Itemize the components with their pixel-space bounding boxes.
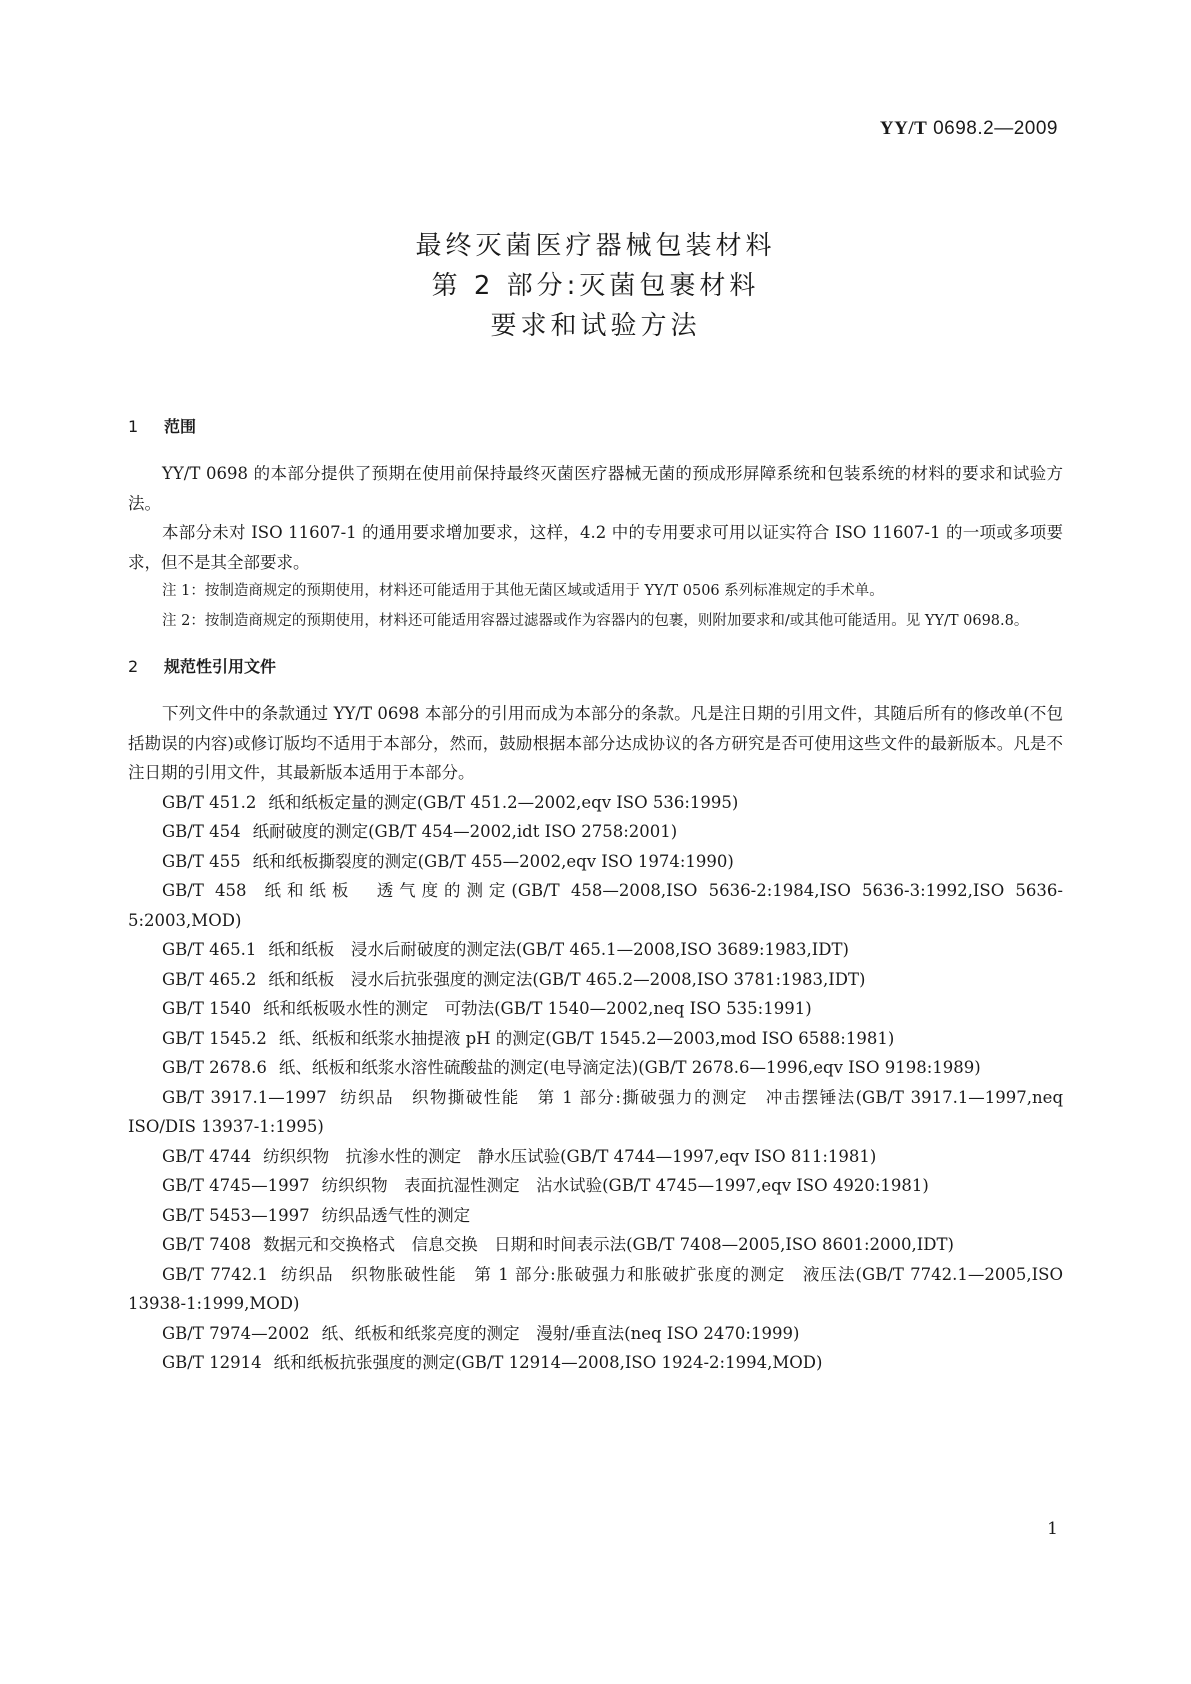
- reference-item: [128, 965, 1063, 995]
- note-1: 注 1：按制造商规定的预期使用，材料还可能适用于其他无菌区域或适用于 YY/T 0506 系列标准规定的手术单。: [162, 583, 884, 599]
- reference-title: 纸耐破度的测定(GB/T 454—2002,idt ISO 2758:2001): [252, 822, 678, 841]
- document-body: [128, 412, 1063, 1378]
- title-line-1: 最终灭菌医疗器械包装材料: [415, 231, 776, 261]
- reference-title: 纸和纸板抗张强度的测定(GB/T 12914—2008,ISO 1924-2:1994,MOD): [273, 1353, 823, 1372]
- reference-list: [128, 788, 1063, 1378]
- reference-item: [128, 1319, 1063, 1349]
- reference-code: GB/T 451.2: [162, 792, 257, 812]
- reference-code: GB/T 4745—1997: [162, 1176, 310, 1195]
- reference-item: [128, 876, 1063, 935]
- reference-title: 纺织织物 抗渗水性的测定 静水压试验(GB/T 4744—1997,eqv ISO 811:1981): [263, 1146, 877, 1166]
- reference-item: [128, 1201, 1063, 1231]
- reference-code: GB/T 5453—1997: [162, 1205, 310, 1225]
- reference-item: [128, 1083, 1063, 1142]
- reference-item: [128, 1348, 1063, 1378]
- reference-title: 纸和纸板 浸水后耐破度的测定法(GB/T 465.1—2008,ISO 3689:1983,IDT): [268, 940, 849, 959]
- reference-code: GB/T 454: [162, 822, 241, 841]
- section-title: 范围: [164, 417, 197, 436]
- reference-item: [128, 1053, 1063, 1083]
- reference-title: 纸、纸板和纸浆水抽提液 pH 的测定(GB/T 1545.2—2003,mod ISO 6588:1981): [278, 1028, 895, 1048]
- reference-code: GB/T 455: [162, 851, 241, 871]
- section-number: 2: [128, 657, 139, 676]
- reference-item: [128, 817, 1063, 847]
- section-1-heading: [128, 412, 1063, 441]
- reference-code: GB/T 1545.2: [162, 1028, 267, 1048]
- page-number: 1: [1047, 1519, 1058, 1539]
- reference-title: 纸和纸板 透气度的测定(GB/T 458—2008,ISO 5636-2:1984,ISO 5636-3:1992,ISO 5636-5:2003,MOD): [128, 881, 1063, 930]
- reference-item: [128, 788, 1063, 818]
- reference-code: GB/T 7408: [162, 1235, 252, 1254]
- note-2: 注 2：按制造商规定的预期使用，材料还可能适用容器过滤器或作为容器内的包裹，则附加要求和/或其他可能适用。见 YY/T 0698.8。: [162, 612, 1029, 629]
- reference-title: 纸和纸板定量的测定(GB/T 451.2—2002,eqv ISO 536:1995): [268, 792, 739, 812]
- reference-item: [128, 994, 1063, 1024]
- standard-number: 0698.2—2009: [933, 118, 1058, 139]
- title-line-2: 第 2 部分:灭菌包裹材料: [431, 271, 760, 301]
- scope-paragraph-1: YY/T 0698 的本部分提供了预期在使用前保持最终灭菌医疗器械无菌的预成形屏障系统和包装系统的材料的要求和试验方法。: [128, 464, 1063, 513]
- reference-title: 纸、纸板和纸浆水溶性硫酸盐的测定(电导滴定法)(GB/T 2678.6—1996,eqv ISO 9198:1989): [278, 1058, 981, 1077]
- section-2-heading: [128, 652, 1063, 681]
- reference-title: 纸、纸板和纸浆亮度的测定 漫射/垂直法(neq ISO 2470:1999): [321, 1323, 800, 1343]
- standard-code: [880, 118, 1058, 140]
- standard-prefix: YY/T: [879, 118, 928, 139]
- reference-title: 纸和纸板撕裂度的测定(GB/T 455—2002,eqv ISO 1974:1990): [252, 851, 734, 871]
- reference-item: [128, 1260, 1063, 1319]
- section-title: 规范性引用文件: [164, 657, 277, 676]
- reference-code: GB/T 3917.1—1997: [162, 1087, 327, 1107]
- scope-paragraph-2: 本部分未对 ISO 11607-1 的通用要求增加要求，这样，4.2 中的专用要求可用以证实符合 ISO 11607-1 的一项或多项要求，但不是其全部要求。: [128, 523, 1063, 572]
- reference-item: [128, 1142, 1063, 1172]
- reference-title: 纺织织物 表面抗湿性测定 沾水试验(GB/T 4745—1997,eqv ISO 4920:1981): [321, 1176, 929, 1195]
- reference-item: [128, 1024, 1063, 1054]
- references-intro: 下列文件中的条款通过 YY/T 0698 本部分的引用而成为本部分的条款。凡是注日期的引用文件，其随后所有的修改单(不包括勘误的内容)或修订版均不适用于本部分，然而，鼓励根据本部分达成协议的各方研究是否可使用这些文件的最新版本。凡是不注日期的引用文件，其最新版本适用于本部分。: [128, 704, 1063, 782]
- reference-code: GB/T 2678.6: [162, 1058, 267, 1077]
- reference-code: GB/T 465.2: [162, 969, 257, 989]
- reference-item: [128, 1230, 1063, 1260]
- reference-code: GB/T 465.1: [162, 940, 257, 959]
- reference-item: [128, 1171, 1063, 1201]
- reference-title: 数据元和交换格式 信息交换 日期和时间表示法(GB/T 7408—2005,ISO 8601:2000,IDT): [263, 1235, 954, 1254]
- reference-code: GB/T 458: [162, 881, 247, 900]
- title-line-3: 要求和试验方法: [490, 311, 701, 341]
- reference-code: GB/T 7974—2002: [162, 1323, 310, 1343]
- reference-code: GB/T 12914: [162, 1353, 262, 1372]
- reference-title: 纺织品 织物胀破性能 第 1 部分:胀破强力和胀破扩张度的测定 液压法(GB/T 7742.1—2005,ISO 13938-1:1999,MOD): [128, 1264, 1064, 1313]
- reference-title: 纸和纸板吸水性的测定 可勃法(GB/T 1540—2002,neq ISO 535:1991): [263, 999, 812, 1018]
- document-title: [0, 226, 1191, 346]
- reference-item: [128, 935, 1063, 965]
- reference-item: [128, 847, 1063, 877]
- reference-title: 纺织品透气性的测定: [321, 1205, 471, 1225]
- section-number: 1: [128, 417, 139, 436]
- reference-code: GB/T 4744: [162, 1146, 252, 1166]
- reference-code: GB/T 7742.1: [162, 1264, 268, 1284]
- reference-title: 纸和纸板 浸水后抗张强度的测定法(GB/T 465.2—2008,ISO 3781:1983,IDT): [268, 969, 866, 989]
- reference-title: 纺织品 织物撕破性能 第 1 部分:撕破强力的测定 冲击摆锤法(GB/T 3917.1—1997,neq ISO/DIS 13937-1:1995): [128, 1087, 1064, 1136]
- reference-code: GB/T 1540: [162, 999, 252, 1018]
